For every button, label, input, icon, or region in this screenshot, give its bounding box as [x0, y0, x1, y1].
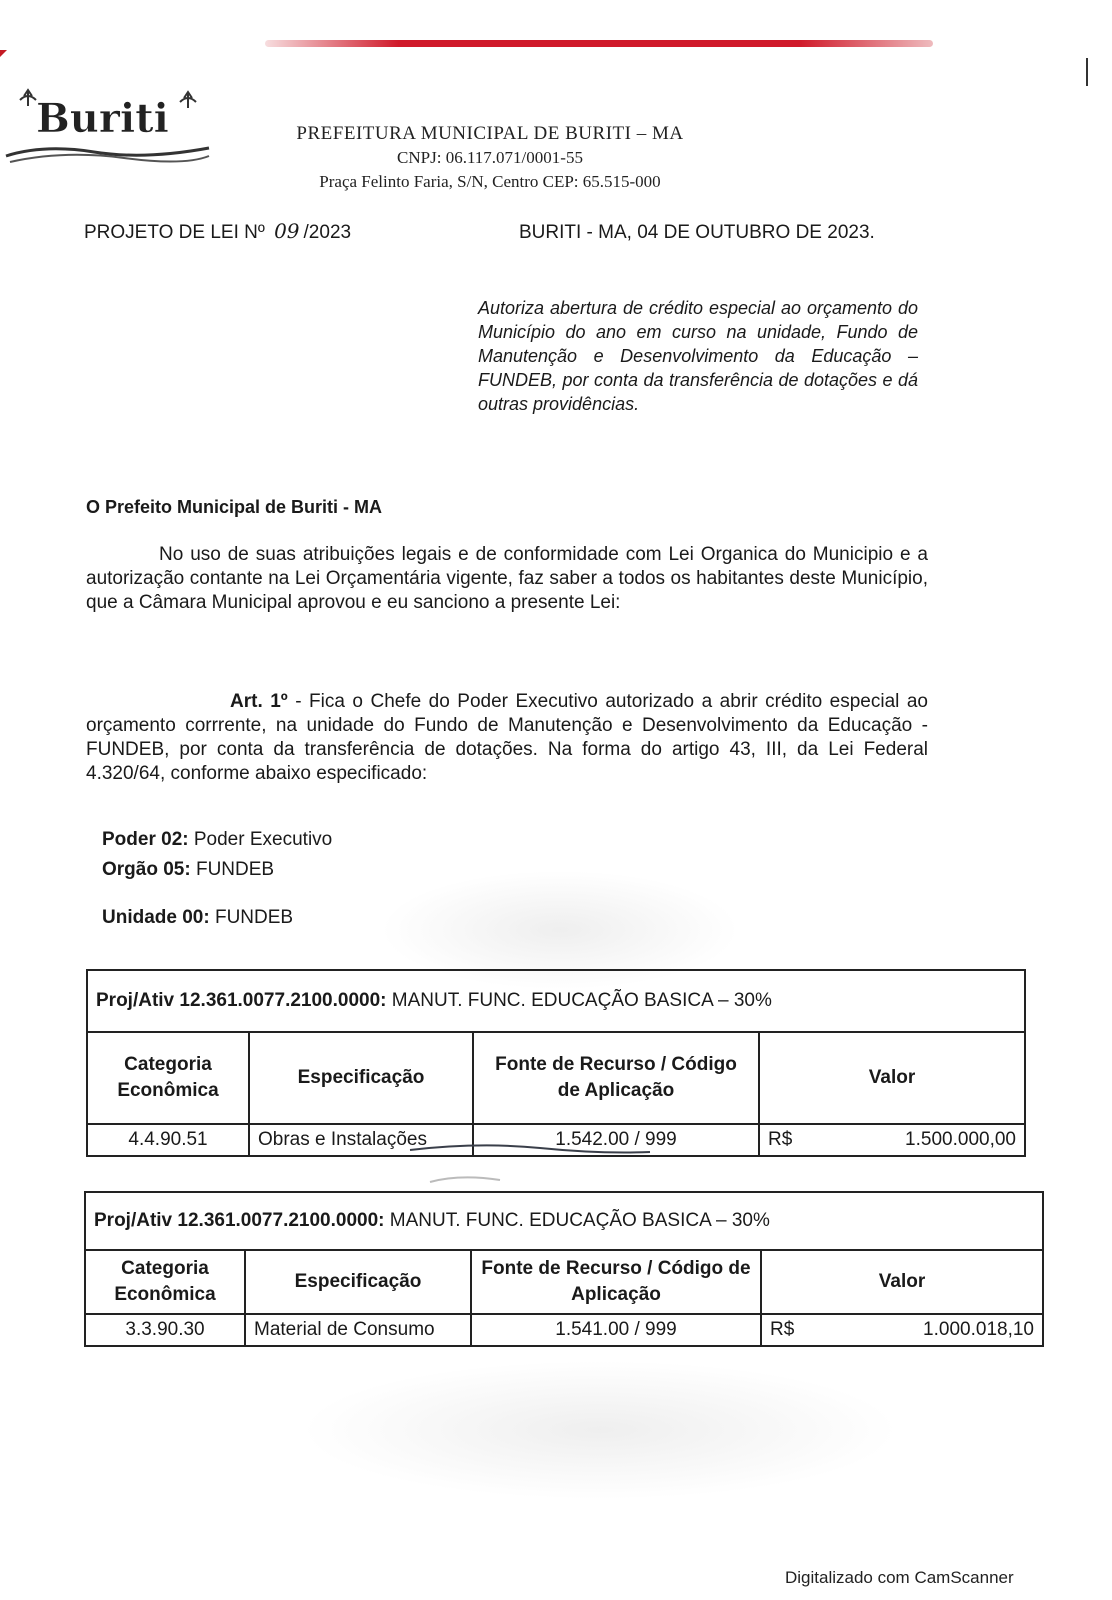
article-1-label: Art. 1º	[230, 691, 288, 712]
table-2-proj-label: Proj/Ativ 12.361.0077.2100.0000:	[94, 1210, 385, 1231]
article-1-text: - Fica o Chefe do Poder Executivo autorizado a abrir crédito especial ao orçamento corrrente, na unidade do Fundo de Manutenção e Desenvolvimento da Educação - FUNDEB, por conta da transferência de dotações. Na forma do artigo 43, III, da Lei Federal 4.320/64, conforme abaixo especificado:	[86, 691, 929, 784]
projeto-number	[84, 219, 351, 244]
budget-table-1	[86, 969, 1026, 1157]
cell-valor	[759, 1124, 1025, 1156]
cell-fonte: 1.541.00 / 999	[471, 1314, 761, 1346]
address: Praça Felinto Faria, S/N, Centro CEP: 65.515-000	[319, 172, 661, 191]
cell-fonte: 1.542.00 / 999	[473, 1124, 759, 1156]
unidade-label: Unidade 00:	[102, 907, 210, 928]
budget-table-2	[84, 1191, 1044, 1347]
cell-categoria: 4.4.90.51	[87, 1124, 249, 1156]
prefeito-heading: O Prefeito Municipal de Buriti - MA	[86, 497, 383, 517]
cnpj: CNPJ: 06.117.071/0001-55	[397, 148, 583, 167]
header-especificacao: Especificação	[245, 1250, 471, 1314]
logo-text: Buriti	[36, 95, 169, 142]
poder-label: Poder 02:	[102, 829, 189, 850]
orgao	[102, 859, 274, 881]
table-1-proj-label: Proj/Ativ 12.361.0077.2100.0000:	[96, 990, 387, 1011]
article-1	[86, 690, 928, 786]
table-2-proj	[85, 1192, 1043, 1250]
unidade-value: FUNDEB	[209, 907, 294, 928]
buriti-logo	[4, 86, 214, 166]
cell-moeda: R$	[770, 1319, 795, 1340]
ementa: Autoriza abertura de crédito especial ao orçamento do Município do ano em curso na unidade, Fundo de Manutenção e Desenvolvimento da Educação – FUNDEB, por conta da transferência de dotações e dá outras providências.	[478, 298, 918, 414]
letterhead	[260, 122, 720, 194]
corner-mark	[0, 50, 7, 57]
poder-value: Poder Executivo	[188, 829, 333, 850]
cell-especificacao: Material de Consumo	[245, 1314, 471, 1346]
table-row	[85, 1314, 1043, 1346]
header-fonte: Fonte de Recurso / Código de Aplicação	[473, 1032, 759, 1124]
prefeitura-title: PREFEITURA MUNICIPAL DE BURITI – MA	[296, 123, 684, 144]
header-valor: Valor	[761, 1250, 1043, 1314]
poder	[102, 829, 332, 851]
table-2-proj-desc: MANUT. FUNC. EDUCAÇÃO BASICA – 30%	[384, 1210, 770, 1231]
header-fonte: Fonte de Recurso / Código de Aplicação	[471, 1250, 761, 1314]
projeto-date: BURITI - MA, 04 DE OUTUBRO DE 2023.	[519, 222, 875, 243]
cell-valor	[761, 1314, 1043, 1346]
orgao-value: FUNDEB	[190, 859, 275, 880]
scan-edge-mark	[1086, 58, 1088, 86]
scan-smudge	[300, 1360, 900, 1500]
letterhead-red-line	[265, 40, 933, 47]
projeto-prefix: PROJETO DE LEI Nº	[84, 222, 265, 243]
header-valor: Valor	[759, 1032, 1025, 1124]
cell-moeda: R$	[768, 1129, 793, 1150]
orgao-label: Orgão 05:	[102, 859, 191, 880]
cell-valor-amount: 1.000.018,10	[923, 1319, 1034, 1340]
paragraph-intro: No uso de suas atribuições legais e de conformidade com Lei Organica do Municipio e a autorização contante na Lei Orçamentária vigente, faz saber a todos os habitantes deste Município, que a Câmara Municipal aprovou e eu sanciono a presente Lei:	[86, 544, 928, 613]
header-categoria: Categoria Econômica	[85, 1250, 245, 1314]
header-especificacao: Especificação	[249, 1032, 473, 1124]
cell-valor-amount: 1.500.000,00	[905, 1129, 1016, 1150]
projeto-handwritten-number: 09	[274, 219, 300, 243]
camscanner-footer: Digitalizado com CamScanner	[785, 1568, 1014, 1587]
table-1-proj-desc: MANUT. FUNC. EDUCAÇÃO BASICA – 30%	[386, 990, 772, 1011]
header-categoria: Categoria Econômica	[87, 1032, 249, 1124]
pen-stroke	[400, 1140, 660, 1190]
unidade	[102, 907, 293, 929]
cell-especificacao: Obras e Instalações	[249, 1124, 473, 1156]
table-1-proj	[87, 970, 1025, 1032]
projeto-suffix: /2023	[303, 222, 352, 243]
cell-categoria: 3.3.90.30	[85, 1314, 245, 1346]
